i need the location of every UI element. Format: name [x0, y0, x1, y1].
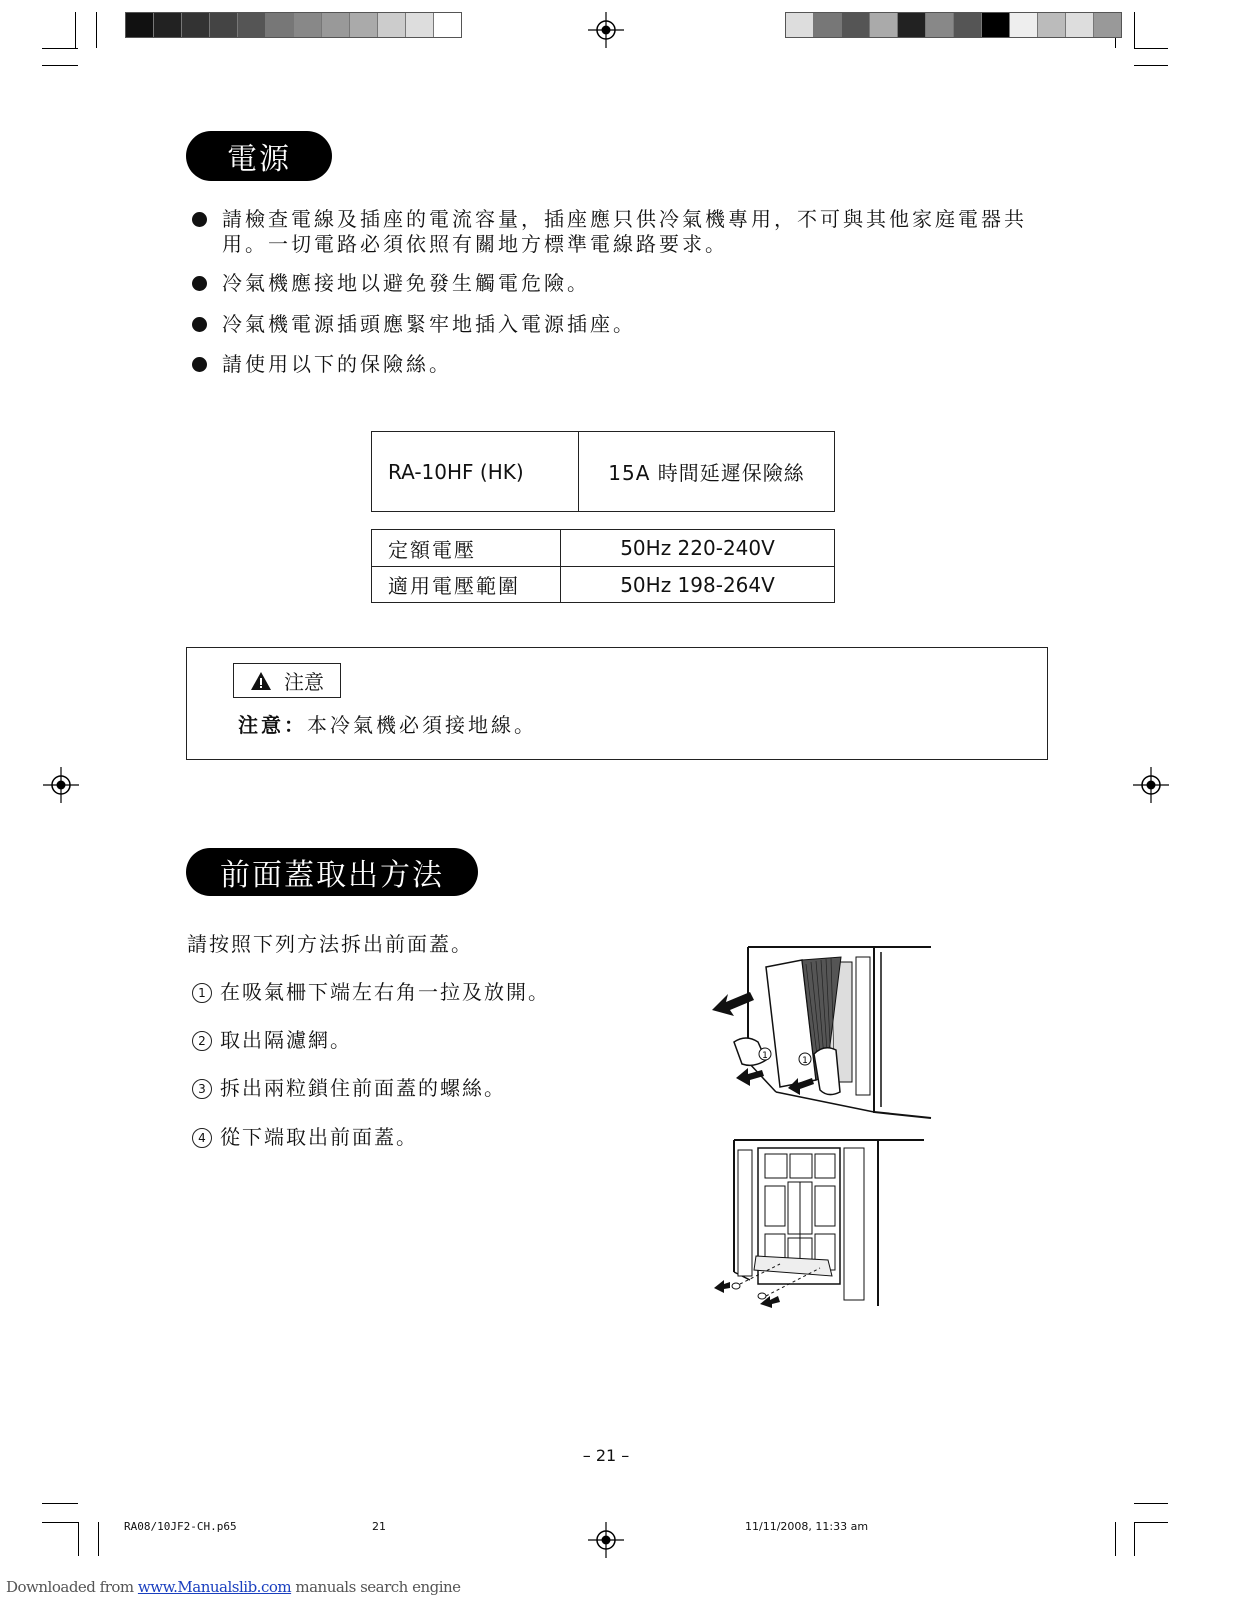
color-swatch — [350, 13, 378, 37]
warning-triangle-icon — [250, 671, 272, 691]
step-number: 2 — [192, 1031, 212, 1051]
step-number: 1 — [192, 983, 212, 1003]
illustration-front-cover-screws — [710, 1136, 930, 1316]
watermark — [6, 1578, 461, 1596]
crop-mark — [98, 1522, 99, 1556]
section-title-power: 電源 — [186, 131, 332, 181]
crop-mark — [42, 1522, 78, 1523]
crop-mark — [1134, 1503, 1168, 1504]
color-swatch — [1094, 13, 1121, 37]
bullet-text: 請檢查電線及插座的電流容量，插座應只供冷氣機專用，不可與其他家庭電器共用。一切電路必須依照有關地方標準電線路要求。 — [222, 207, 1027, 256]
caution-label: 注意： — [238, 713, 307, 737]
manualslib-link[interactable]: www.Manualslib.com — [137, 1578, 292, 1596]
footer-datetime: 11/11/2008, 11:33 am — [745, 1520, 869, 1533]
voltage-label-cell: 定額電壓 — [372, 530, 561, 567]
step-text: 從下端取出前面蓋。 — [220, 1125, 418, 1149]
watermark-suffix: manuals search engine — [291, 1578, 461, 1596]
list-item — [192, 352, 1062, 377]
figure-marker: 1 — [762, 1051, 768, 1061]
page-number: – 21 – — [582, 1446, 630, 1465]
color-swatch — [842, 13, 870, 37]
crop-mark — [1134, 12, 1135, 48]
color-swatch — [126, 13, 154, 37]
crop-mark — [42, 65, 78, 66]
figure-marker: 1 — [802, 1056, 808, 1066]
step-number: 4 — [192, 1128, 212, 1148]
footer-filename: RA08/10JF2-CH.p65 — [124, 1520, 237, 1533]
footer-page: 21 — [372, 1520, 386, 1533]
list-item — [192, 271, 1062, 296]
bullet-icon — [192, 276, 207, 291]
table-row — [372, 432, 835, 512]
registration-mark-icon — [588, 1522, 624, 1558]
bullet-text: 請使用以下的保險絲。 — [222, 352, 452, 376]
bullet-text: 冷氣機電源插頭應緊牢地插入電源插座。 — [222, 312, 636, 336]
section-intro: 請按照下列方法拆出前面蓋。 — [187, 932, 473, 956]
voltage-value-cell: 50Hz 198-264V — [561, 567, 835, 603]
crop-mark — [42, 48, 78, 49]
caution-badge — [233, 663, 341, 698]
step-text: 拆出兩粒鎖住前面蓋的螺絲。 — [220, 1076, 506, 1100]
registration-mark-icon — [43, 767, 79, 803]
watermark-prefix: Downloaded from — [6, 1578, 138, 1596]
voltage-table — [371, 529, 835, 603]
caution-text — [238, 709, 537, 738]
crop-mark — [1134, 48, 1168, 49]
fuse-cell: 15A 時間延遲保險絲 — [579, 432, 835, 512]
registration-mark-icon — [588, 12, 624, 48]
bullet-icon — [192, 212, 207, 227]
color-swatch — [266, 13, 294, 37]
color-swatch — [406, 13, 434, 37]
color-swatch — [378, 13, 406, 37]
color-swatch — [814, 13, 842, 37]
color-swatch — [982, 13, 1010, 37]
list-item — [192, 1072, 506, 1101]
step-text: 取出隔濾網。 — [220, 1028, 352, 1052]
color-swatch — [1010, 13, 1038, 37]
caution-badge-label: 注意 — [284, 670, 324, 694]
fuse-table — [371, 431, 835, 512]
list-item — [192, 1024, 352, 1053]
color-swatch — [954, 13, 982, 37]
color-swatch — [1038, 13, 1066, 37]
step-number: 3 — [192, 1079, 212, 1099]
bullet-text: 冷氣機應接地以避免發生觸電危險。 — [222, 271, 590, 295]
crop-mark — [1115, 1522, 1116, 1556]
crop-mark — [1134, 1522, 1168, 1523]
crop-mark — [1134, 65, 1168, 66]
color-swatch — [786, 13, 814, 37]
model-cell: RA-10HF (HK) — [372, 432, 579, 512]
color-calibration-bar-left — [125, 12, 462, 38]
color-swatch — [870, 13, 898, 37]
table-row — [372, 530, 835, 567]
color-swatch — [434, 13, 461, 37]
list-item — [192, 312, 1062, 337]
list-item — [192, 1121, 418, 1150]
caution-message: 本冷氣機必須接地線。 — [307, 713, 537, 737]
illustration-filter-removal — [706, 942, 936, 1122]
list-item — [192, 207, 1062, 257]
bullet-icon — [192, 317, 207, 332]
crop-mark — [78, 1522, 79, 1556]
color-calibration-bar-right — [785, 12, 1122, 38]
crop-mark — [96, 12, 97, 48]
color-swatch — [926, 13, 954, 37]
voltage-value-cell: 50Hz 220-240V — [561, 530, 835, 567]
bullet-icon — [192, 357, 207, 372]
crop-mark — [75, 12, 76, 48]
list-item — [192, 976, 550, 1005]
color-swatch — [154, 13, 182, 37]
registration-mark-icon — [1133, 767, 1169, 803]
color-swatch — [1066, 13, 1094, 37]
color-swatch — [182, 13, 210, 37]
crop-mark — [42, 1503, 78, 1504]
color-swatch — [898, 13, 926, 37]
color-swatch — [238, 13, 266, 37]
color-swatch — [322, 13, 350, 37]
crop-mark — [1134, 1522, 1135, 1556]
color-swatch — [210, 13, 238, 37]
voltage-label-cell: 適用電壓範圍 — [372, 567, 561, 603]
step-text: 在吸氣柵下端左右角一拉及放開。 — [220, 980, 550, 1004]
color-swatch — [294, 13, 322, 37]
table-row — [372, 567, 835, 603]
section-title-front-cover: 前面蓋取出方法 — [186, 848, 478, 896]
